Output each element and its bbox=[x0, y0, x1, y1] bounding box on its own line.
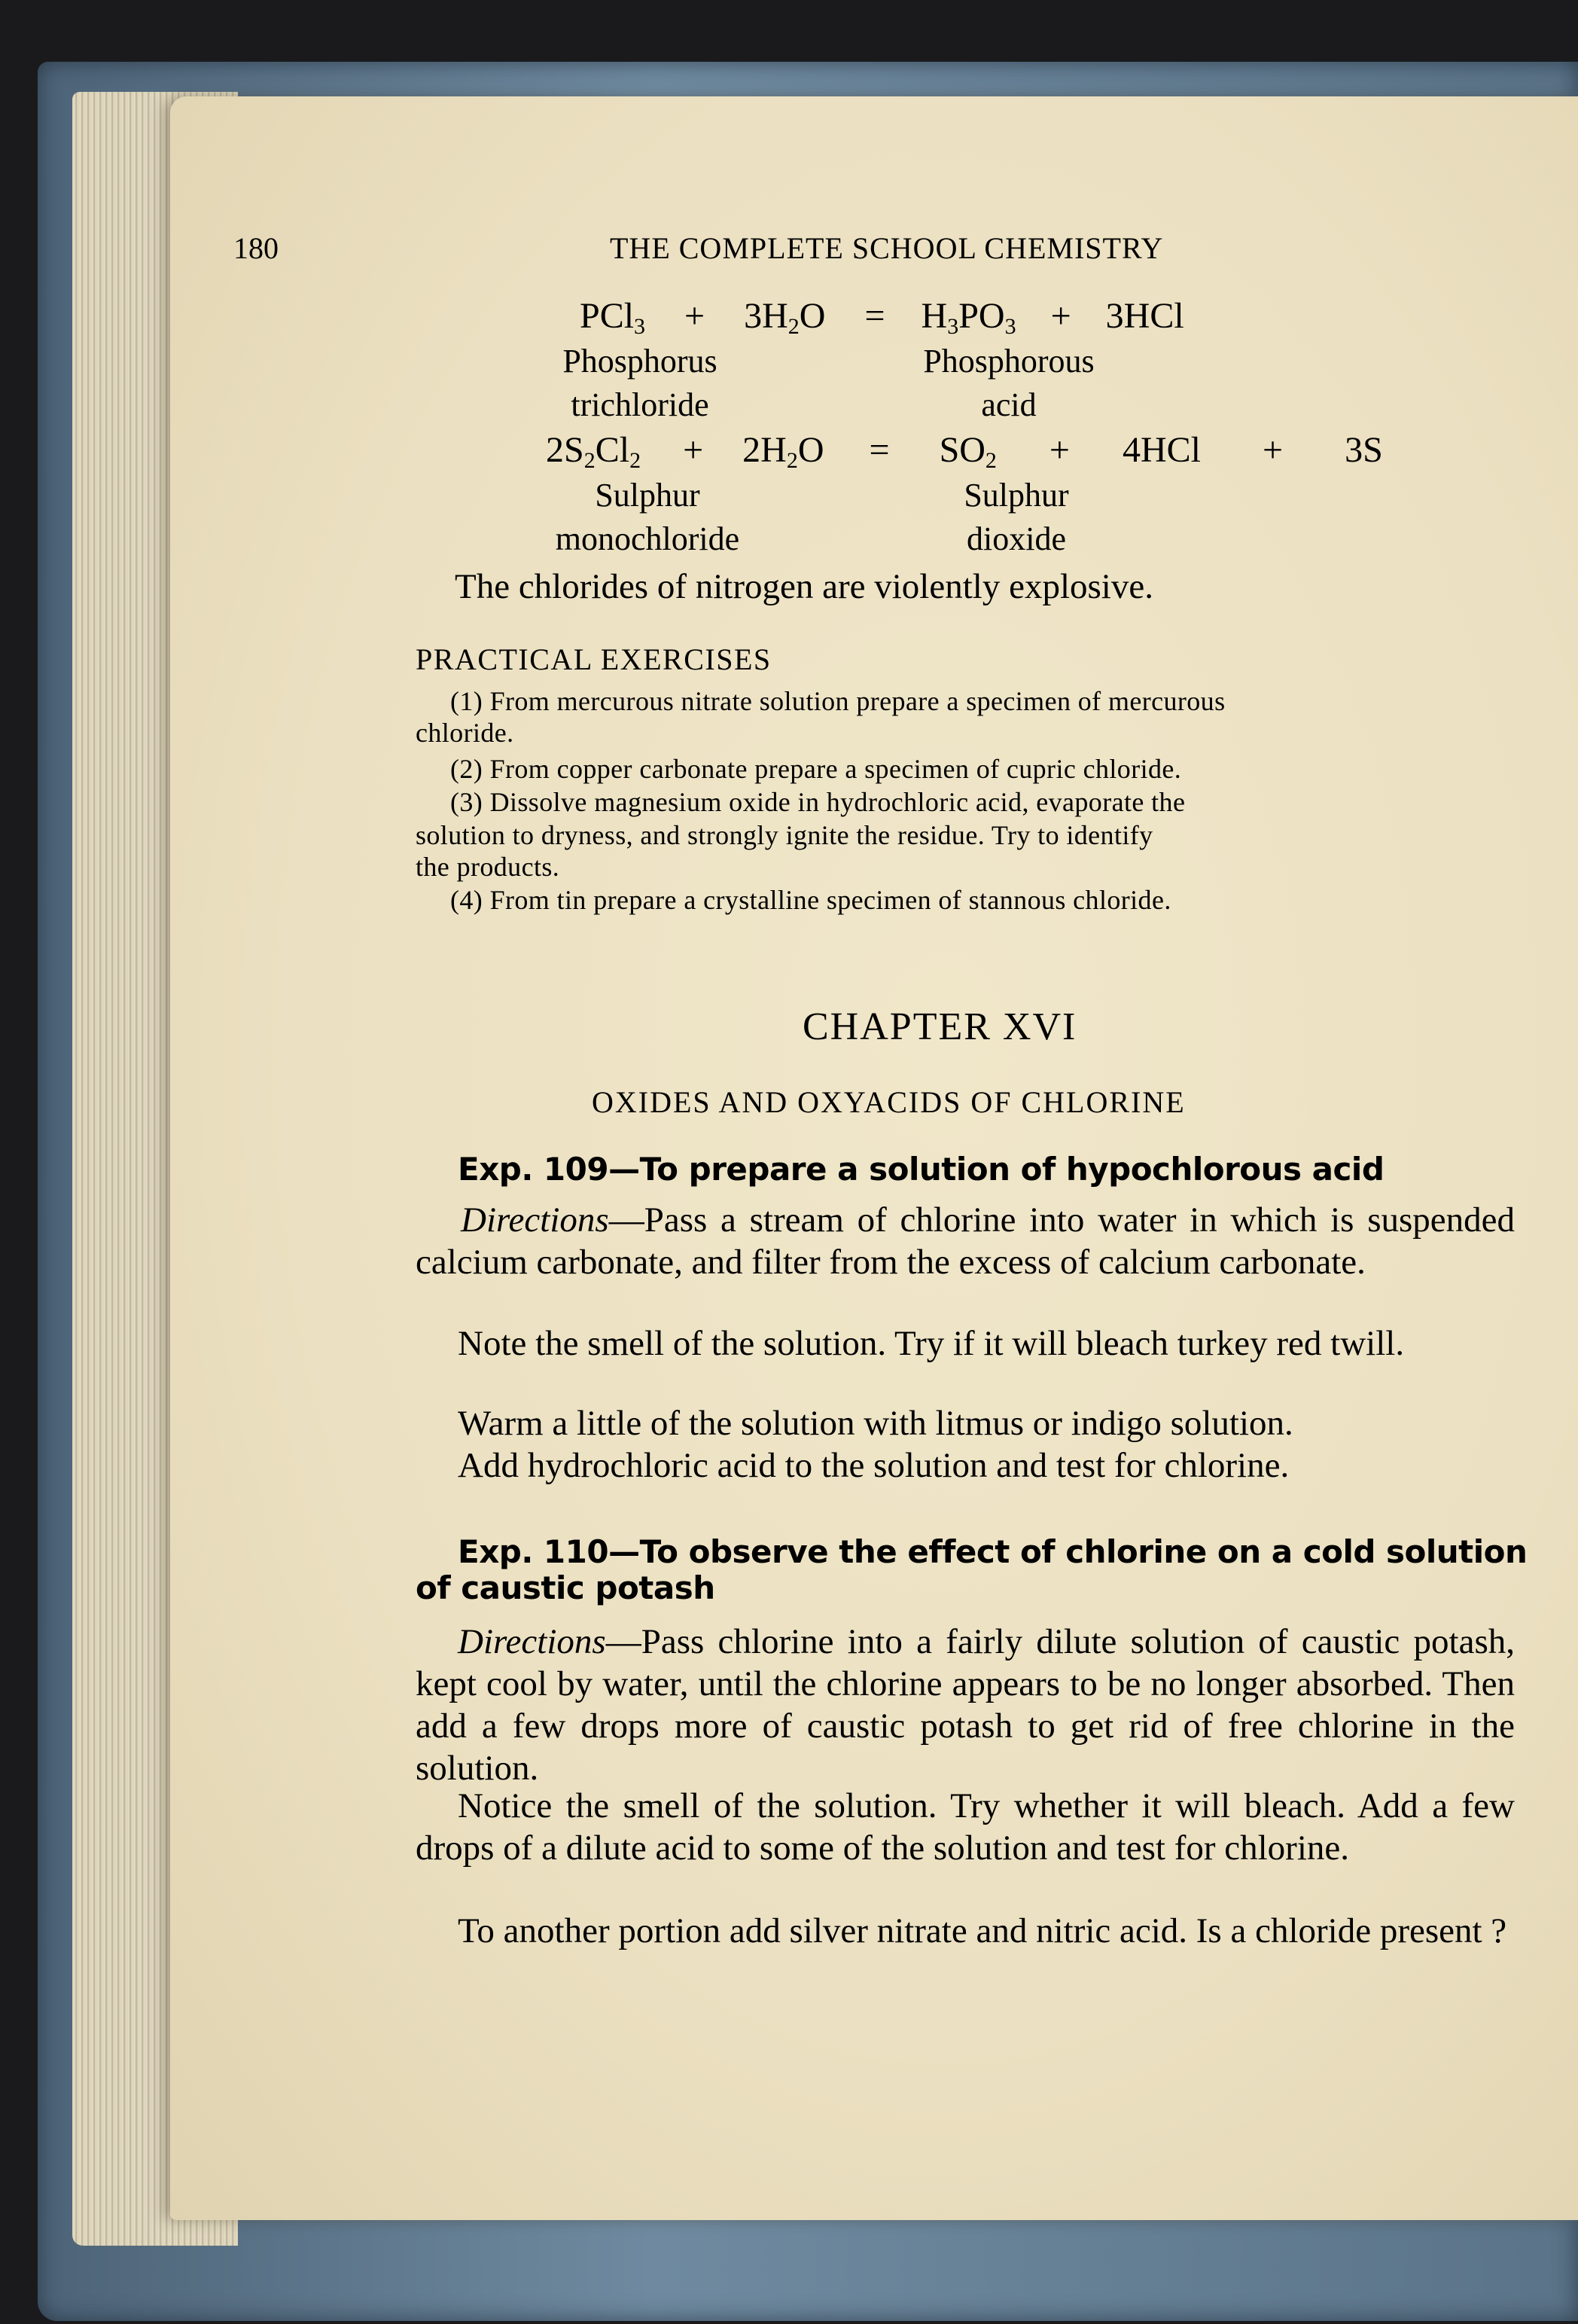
intro-sentence: The chlorides of nitrogen are violently explosive. bbox=[455, 567, 1153, 606]
eq1-caption-right-2: acid bbox=[981, 386, 1037, 423]
exp-109-para-4: Add hydrochloric acid to the solution and test for chlorine. bbox=[458, 1446, 1290, 1485]
exp-109-para-3: Warm a little of the solution with litmus or indigo solution. bbox=[458, 1404, 1293, 1443]
eq2-equals: = bbox=[869, 430, 890, 470]
exp-110-heading-line-2: of caustic potash bbox=[416, 1569, 715, 1606]
eq1-caption-left-1: Phosphorus bbox=[562, 343, 717, 380]
page-number: 180 bbox=[233, 231, 279, 265]
eq1-equals: = bbox=[864, 296, 885, 336]
eq2-plus-3: + bbox=[1263, 430, 1284, 470]
eq2-caption-right-1: Sulphur bbox=[964, 477, 1069, 514]
eq2-plus: + bbox=[683, 430, 704, 470]
exercise-4: (4) From tin prepare a crystalline specimen of stannous chloride. bbox=[450, 885, 1171, 915]
exercise-3-line-1: (3) Dissolve magnesium oxide in hydrochloric acid, evaporate the bbox=[450, 787, 1186, 817]
running-title: THE COMPLETE SCHOOL CHEMISTRY bbox=[610, 231, 1164, 265]
eq2-product1: $SO_2$ bbox=[939, 430, 997, 473]
eq2-caption-left-2: monochloride bbox=[555, 520, 740, 557]
exercise-1-line-2: chloride. bbox=[416, 718, 514, 748]
equation-2 bbox=[546, 429, 1383, 474]
chapter-subtitle: OXIDES AND OXYACIDS OF CHLORINE bbox=[592, 1085, 1186, 1119]
eq2-product2: 4HCl bbox=[1123, 430, 1202, 470]
exp-110-para-3: To another portion add silver nitrate and nitric acid. Is a chloride present ? bbox=[458, 1911, 1507, 1950]
eq1-caption-right-1: Phosphorous bbox=[923, 343, 1095, 380]
exp-110-directions-text: —Pass chlorine into a fairly dilute solution of caustic potash, kept cool by water, until the chlorine appears to be no longer absorbed. Then add a few drops more of caustic potash to get rid of free chlorine in the solution. bbox=[416, 1622, 1515, 1788]
exp-110-para-2: Notice the smell of the solution. Try whether it will bleach. Add a few drops of a dilute acid to some of the solution and test for chlorine. bbox=[416, 1786, 1515, 1868]
eq1-plus: + bbox=[684, 296, 705, 336]
exp-110-directions-label: Directions bbox=[458, 1622, 606, 1661]
exp-109-directions-text: —Pass a stream of chlorine into water in which is suspended calcium carbonate, and filter from the excess of calcium carbonate. bbox=[416, 1200, 1515, 1282]
eq1-product1: $H_3PO_3$ bbox=[921, 296, 1016, 339]
practical-heading: PRACTICAL EXERCISES bbox=[416, 642, 772, 676]
eq2-caption-right-2: dioxide bbox=[967, 520, 1066, 557]
exp-109-directions bbox=[416, 1199, 1515, 1283]
exp-109-heading: Exp. 109—To prepare a solution of hypochlorous acid bbox=[458, 1151, 1385, 1188]
equation-1 bbox=[580, 295, 1184, 340]
chapter-title: CHAPTER XVI bbox=[803, 1005, 1077, 1048]
exercise-2: (2) From copper carbonate prepare a specimen of cupric chloride. bbox=[450, 754, 1182, 784]
eq1-caption-left-2: trichloride bbox=[571, 386, 709, 423]
exp-110-heading-line-1: Exp. 110—To observe the effect of chlorine on a cold solution bbox=[458, 1533, 1528, 1570]
eq2-caption-left-1: Sulphur bbox=[595, 477, 700, 514]
eq2-reactant2: $2H_2O$ bbox=[742, 430, 824, 473]
eq2-plus-2: + bbox=[1049, 430, 1070, 470]
exp-109-para-2: Note the smell of the solution. Try if it will bleach turkey red twill. bbox=[458, 1324, 1405, 1363]
exp-109-directions-label: Directions bbox=[461, 1200, 609, 1240]
eq2-reactant1: $2S_2Cl_2$ bbox=[546, 430, 641, 473]
exercise-3-line-3: the products. bbox=[416, 852, 560, 882]
exercise-3-line-2: solution to dryness, and strongly ignite the residue. Try to identify bbox=[416, 820, 1153, 850]
eq1-product2: 3HCl bbox=[1105, 296, 1184, 336]
eq1-reactant2: $3H_2O$ bbox=[744, 296, 826, 339]
eq1-reactant1: PCl$_3$ bbox=[580, 296, 646, 339]
eq1-plus-2: + bbox=[1050, 296, 1071, 336]
exp-110-directions bbox=[416, 1621, 1515, 1789]
eq2-product3: 3S bbox=[1345, 430, 1383, 470]
exercise-1-line-1: (1) From mercurous nitrate solution prepare a specimen of mercurous bbox=[450, 686, 1226, 716]
